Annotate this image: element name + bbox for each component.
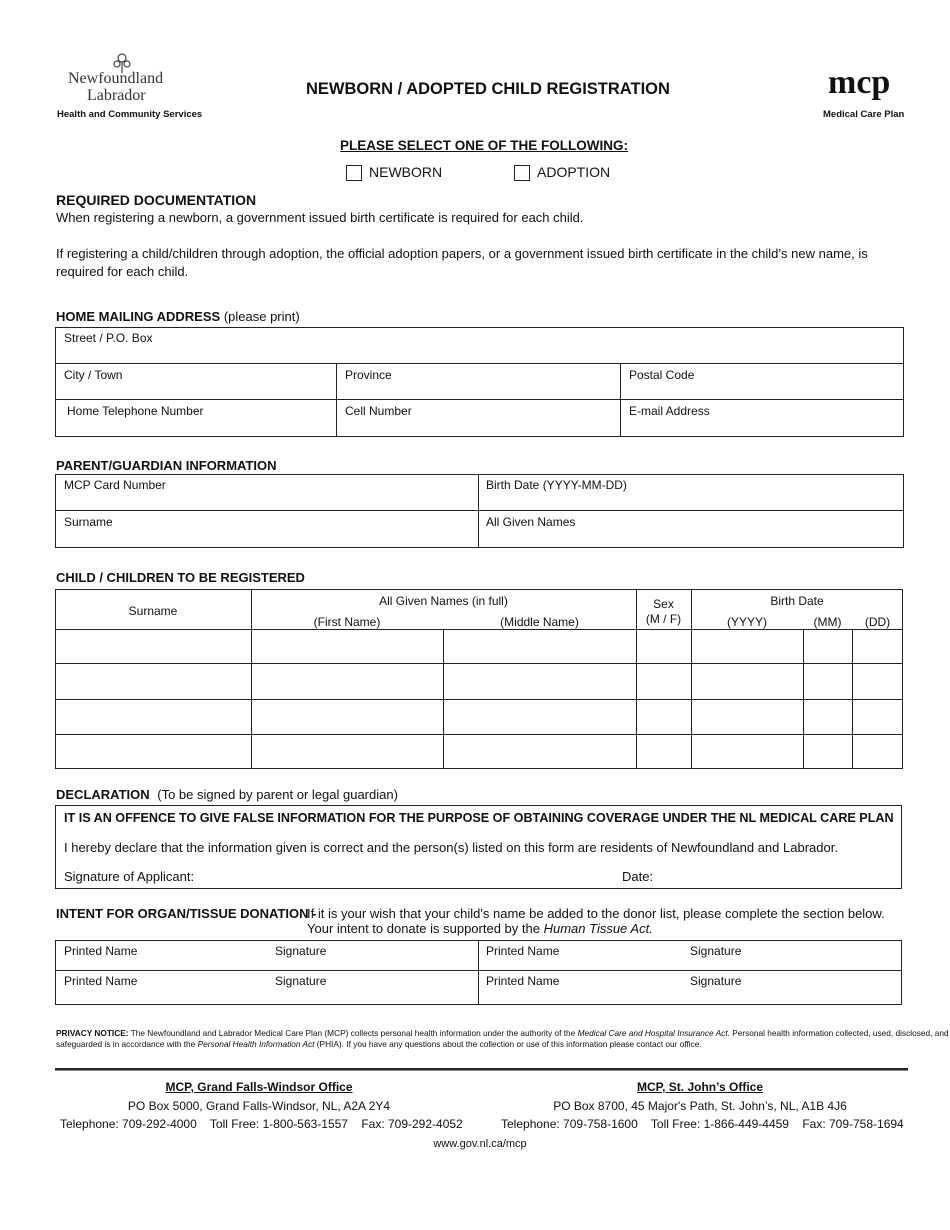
donor-1-signature[interactable]: Signature [275,944,327,958]
privacy-text-c: safeguarded is in accordance with the [56,1039,196,1049]
col-mm: (MM) [813,615,842,629]
declaration-heading [56,787,398,802]
donor-4-signature[interactable]: Signature [690,974,742,988]
left-office-name: MCP, Grand Falls-Windsor Office [165,1080,353,1094]
selection-prompt: PLEASE SELECT ONE OF THE FOLLOWING: [340,138,629,153]
col-first-name: (First Name) [313,615,381,629]
email-field[interactable]: E-mail Address [629,404,710,418]
postal-code-field[interactable]: Postal Code [629,368,695,382]
nl-logo [57,52,203,122]
logo-line-1: Newfoundland [68,70,164,87]
privacy-line-1 [56,1028,949,1039]
child-row-4[interactable] [56,735,902,768]
donor-2-printed-name[interactable]: Printed Name [486,944,560,958]
mcp-logo-subtitle: Medical Care Plan [823,109,905,120]
parent-given-names-field[interactable]: All Given Names [486,515,576,529]
declaration-statement: I hereby declare that the information given is correct and the person(s) listed on this form are residents of Newfoundland and Labrador. [64,840,838,855]
child-row-2[interactable] [56,664,902,699]
province-field[interactable]: Province [345,368,392,382]
privacy-notice [56,1028,949,1050]
newborn-checkbox[interactable] [346,165,362,181]
home-phone-field[interactable]: Home Telephone Number [67,404,204,418]
left-office-address: PO Box 5000, Grand Falls-Windsor, NL, A2A 2Y4 [127,1099,391,1113]
parent-birth-date-field[interactable]: Birth Date (YYYY-MM-DD) [486,478,627,492]
required-docs-heading: REQUIRED DOCUMENTATION [56,192,257,208]
parent-table [55,474,904,548]
donor-4-printed-name[interactable]: Printed Name [486,974,560,988]
footer-divider [55,1068,908,1071]
privacy-text-b: Personal health information collected, used, disclosed, and [732,1028,949,1038]
human-tissue-act: Human Tissue Act. [543,921,653,936]
col-surname: Surname [128,604,178,618]
right-office-phones: Telephone: 709-758-1600 Toll Free: 1-866-449-4459 Fax: 709-758-1694 [501,1117,904,1131]
website-link[interactable]: www.gov.nl.ca/mcp [433,1138,527,1150]
donor-3-printed-name[interactable]: Printed Name [64,974,138,988]
address-table [55,327,904,437]
department-name: Health and Community Services [57,109,203,120]
address-heading-note: (please print) [223,309,300,324]
address-heading [56,309,300,324]
parent-heading: PARENT/GUARDIAN INFORMATION [56,458,277,473]
donor-3-signature[interactable]: Signature [275,974,327,988]
col-yyyy: (YYYY) [726,615,767,629]
declaration-heading-text: DECLARATION [56,787,150,802]
donation-line1: If it is your wish that your child's name be added to the donor list, please complete the section below. [307,906,885,921]
declaration-warning: IT IS AN OFFENCE TO GIVE FALSE INFORMATION FOR THE PURPOSE OF OBTAINING COVERAGE UNDER THE NL MEDICAL CARE PLAN [64,811,894,825]
street-field[interactable]: Street / P.O. Box [64,331,153,345]
right-office-name: MCP, St. John’s Office [636,1080,764,1094]
parent-surname-field[interactable]: Surname [64,515,113,529]
donation-line2 [307,921,653,936]
privacy-label: PRIVACY NOTICE: [56,1028,129,1038]
col-sex-sub: (M / F) [645,612,682,626]
col-dd: (DD) [864,615,891,629]
address-heading-text: HOME MAILING ADDRESS [56,309,221,324]
applicant-signature-field[interactable]: Signature of Applicant: [64,869,195,884]
required-docs-para1: When registering a newborn, a government issued birth certificate is required for each child. [56,210,584,225]
privacy-text-d: (PHIA). If you have any questions about the collection or use of this information please contact our office. [316,1039,702,1049]
left-office-phones: Telephone: 709-292-4000 Toll Free: 1-800-563-1557 Fax: 709-292-4052 [60,1117,463,1131]
adoption-checkbox[interactable] [514,165,530,181]
declaration-date-field[interactable]: Date: [622,869,654,884]
adoption-label: ADOPTION [537,164,611,180]
privacy-text-a: The Newfoundland and Labrador Medical Care Plan (MCP) collects personal health information under the authority of the [130,1028,576,1038]
right-office-address: PO Box 8700, 45 Major's Path, St. John’s, NL, A1B 4J6 [553,1099,847,1113]
mcp-card-field[interactable]: MCP Card Number [64,478,166,492]
required-docs-para2-line1: If registering a child/children through adoption, the official adoption papers, or a government issued birth certificate in the child’s new name, is [56,246,868,261]
donor-2-signature[interactable]: Signature [690,944,742,958]
donation-heading: INTENT FOR ORGAN/TISSUE DONATION - [56,906,317,921]
privacy-act-1: Medical Care and Hospital Insurance Act. [577,1028,730,1038]
col-birth-date: Birth Date [770,594,824,608]
col-middle-name: (Middle Name) [500,615,579,629]
required-docs-para2-line2: required for each child. [56,264,189,279]
privacy-line-2 [56,1039,902,1050]
logo-line-2: Labrador [87,87,146,104]
col-sex: Sex [653,597,674,611]
mcp-logo: mcp [828,64,891,101]
cell-number-field[interactable]: Cell Number [345,404,412,418]
declaration-heading-note: (To be signed by parent or legal guardian) [157,787,398,802]
donation-line2-text: Your intent to donate is supported by the [307,921,540,936]
children-heading: CHILD / CHILDREN TO BE REGISTERED [56,570,305,585]
donor-1-printed-name[interactable]: Printed Name [64,944,138,958]
col-given-names: All Given Names (in full) [379,594,508,608]
child-row-1[interactable] [56,630,902,663]
newborn-label: NEWBORN [369,164,443,180]
child-row-3[interactable] [56,700,902,734]
city-field[interactable]: City / Town [64,368,123,382]
privacy-act-2: Personal Health Information Act [197,1039,315,1049]
form-title: NEWBORN / ADOPTED CHILD REGISTRATION [306,80,670,98]
